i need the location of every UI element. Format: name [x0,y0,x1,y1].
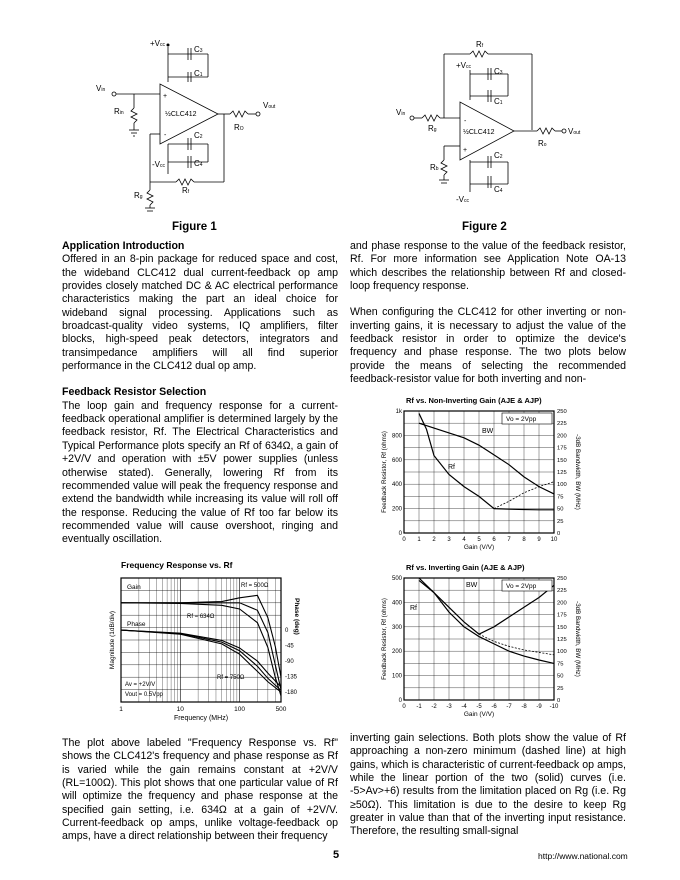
f2-rg-sub: g [433,127,437,133]
f1-plus: + [163,93,168,100]
f2-vcc-pos: +V [456,61,467,70]
freq-y2tick: -90 [285,659,294,666]
chart-rf-inverting [378,560,586,728]
inv-series-1 [419,580,554,663]
svg-text:Rb [430,163,439,172]
figure1-caption: Figure 1 [172,221,217,233]
svg-text:Rg [428,124,437,133]
f1-c2-sub: 2 [199,134,203,140]
inv-xtick: -6 [491,704,497,710]
left-bottom-text: The plot above labeled "Frequency Response vs. Rf" shows the CLC412's frequency and phase response as Rf is varied while the gain remains constant at +2V/V (RL=100Ω). This plot shows that one particular value of Rf will optimize the frequency and phase response at the specified gain setting, i.e. 634Ω at a gain of +2V/V. Current-feedback op amps, unlike voltage-feedback op amps, have a direct relationship between their frequency [62,737,338,843]
f1-rg: R [134,191,140,200]
noninv-xtick: 8 [522,537,526,543]
freq-gain-label: Gain [127,584,141,591]
noninv-ytick: 200 [391,506,402,513]
f2-vin-sub: in [401,111,406,117]
freq-ylabel: Magnitude (1dB/div) [109,610,116,670]
freq-xtick: 100 [234,706,245,713]
f1-c3: C [194,45,200,54]
inv-ytick: 0 [398,698,402,704]
svg-text:C4 [494,185,503,194]
f2-opamp: ½CLC412 [463,129,495,136]
svg-text:Rf [182,186,190,195]
f2-vin: V [396,108,402,117]
noninv-xtick: 0 [402,537,406,543]
f2-ro: R [538,139,544,148]
f1-vin-sub: in [101,87,106,93]
svg-text:Ro [538,139,547,148]
left-column-top [62,240,338,560]
noninv-y2tick: 50 [557,506,564,513]
inv-xtick: -2 [431,704,437,710]
f1-c4: C [194,159,200,168]
inv-ytick: 500 [391,576,402,582]
svg-text:Vout [263,101,276,110]
right-top-text: and phase response to the value of the feedback resistor, Rf. For more information see Application Note OA-13 which describes the relationship between Rf and closed-loop frequency response. [350,240,626,293]
noninv-y2tick: 75 [557,494,564,501]
inv-y2tick: 100 [557,649,567,656]
noninv-xtick: 5 [477,537,481,543]
svg-text:Vout [568,127,581,136]
noninv-xtick: 3 [447,537,451,543]
inv-xtick: -5 [476,704,482,710]
inv-y2tick: 150 [557,624,567,631]
f1-vin: V [96,84,102,93]
inv-xtick: -4 [461,704,467,710]
noninv-y2tick: 0 [557,531,561,537]
f1-ro: R [234,123,240,132]
f2-vcc-neg-sub: cc [464,198,469,204]
inv-xtick: -1 [416,704,422,710]
svg-text:C4 [194,159,203,168]
f1-rin: R [114,107,120,116]
inv-xtick: -9 [536,704,542,710]
svg-text:Vin [396,108,405,117]
f1-rin-sub: in [119,110,124,116]
noninv-rf-label: Rf [448,464,455,471]
svg-text:-Vcc [456,195,470,204]
f2-c1: C [494,97,500,106]
noninv-xtick: 4 [462,537,466,543]
svg-text:+Vcc [456,61,472,70]
inv-title: Rf vs. Inverting Gain (AJE & AJP) [406,563,525,572]
f1-vout-sub: out [268,104,276,110]
freq-xtick: 10 [176,706,184,713]
freq-xtick: 1 [119,706,123,713]
inv-series-2 [479,634,554,655]
inv-y2tick: 0 [557,698,561,704]
f1-c4-sub: 4 [199,162,203,168]
noninv-y2tick: 150 [557,457,567,464]
f1-rf-sub: f [187,189,190,195]
right-bottom-text: inverting gain selections. Both plots show the value of Rf approaching a non-zero minimum (dashed line) at high gains, which is characteristic of current-feedback op amps, while the linear portion of the two (solid) curves (i.e. -5>Av>+6) results from the limitation placed on Rg (i.e. Rg ≥50Ω). This limitation is due to the desire to keep Rg greater in value than that of the inverting input resistance. Therefore, the resulting small-signal [350,732,626,838]
f1-rf: R [182,186,188,195]
noninv-y2label: -3dB Bandwidth, BW (MHz) [574,434,581,510]
inv-xtick: -3 [446,704,452,710]
svg-text:C3 [194,45,203,54]
f2-rb: R [430,163,436,172]
noninv-xtick: 7 [507,537,511,543]
f2-vcc-pos-sub: cc [466,64,472,70]
svg-text:Rf [476,40,484,49]
svg-text:+Vcc [150,39,166,48]
noninv-ylabel: Feedback Resistor, Rf (ohms) [381,431,388,513]
svg-text:C1 [494,97,503,106]
inv-rf-label: Rf [410,605,417,612]
f1-vcc-neg: -V [152,160,160,169]
page-number: 5 [333,849,340,861]
f2-rf: R [476,40,482,49]
left-column-bottom [62,737,338,857]
f1-c2: C [194,131,200,140]
chart-rf-noninverting [378,393,586,561]
noninv-y2tick: 125 [557,470,567,476]
f2-c2: C [494,151,500,160]
f1-opamp: ½CLC412 [165,111,197,118]
inv-xtick: -7 [506,704,512,710]
f2-minus: - [464,118,467,125]
f1-vcc-pos-sub: cc [160,42,166,48]
noninv-y2tick: 250 [557,409,567,415]
freq-annot-750: Rf = 750Ω [217,675,245,681]
noninv-xtick: 6 [492,537,496,543]
inv-y2tick: 225 [557,588,567,595]
svg-text:C1 [194,69,203,78]
f1-vcc-neg-sub: cc [160,163,165,169]
freq-xlabel: Frequency (MHz) [173,715,229,722]
inv-ytick: 300 [391,624,402,631]
inv-xtick: 0 [402,704,406,710]
f1-c1: C [194,69,200,78]
freq-y2tick: -180 [285,690,298,697]
f2-c2-sub: 2 [499,154,503,160]
inv-vo-label: Vo = 2Vpp [506,583,537,590]
freq-title: Frequency Response vs. Rf [121,560,233,570]
noninv-xtick: 2 [432,537,436,543]
svg-text:-Vcc [152,160,166,169]
f2-c4: C [494,185,500,194]
noninv-xlabel: Gain (V/V) [463,544,495,551]
noninv-ytick: 400 [391,482,402,489]
noninv-xtick: 9 [537,537,541,543]
svg-text:Rin [114,107,124,116]
freq-y2tick: 0 [285,628,289,635]
noninv-xtick: 1 [417,537,421,543]
f2-c1-sub: 1 [499,100,503,106]
f1-minus: - [164,132,167,139]
inv-xlabel: Gain (V/V) [463,711,495,718]
inv-y2tick: 25 [557,685,564,692]
noninv-xtick: 10 [550,537,558,543]
inv-y2tick: 175 [557,612,567,619]
f2-vout: V [568,127,574,136]
figure2-schematic [392,34,602,214]
noninv-bw-label: BW [482,428,494,435]
f2-c4-sub: 4 [499,188,503,194]
app-intro-text: Offered in an 8-pin package for reduced space and cost, the wideband CLC412 dual current-feedback op amp provides closely matched DC & AC electrical performance characteristics making the part an ideal choice for wideband signal processing. Applications such as broadcast-quality video systems, IQ amplifiers, filter blocks, high-speed peak detectors, integrators and transimpedance amplifiers will all find superior performance in the CLC412 dual op amp. [62,253,338,373]
freq-y2tick: -135 [285,674,298,681]
noninv-y2tick: 225 [557,421,567,428]
right-config-text: When configuring the CLC412 for other inverting or non-inverting gains, it is necessary to adjust the value of the feedback resistor in order to optimize the device's frequency and phase response. The two plots below provide the means of selecting the recommended feedback-resistor value for both inverting and non- [350,306,626,386]
f2-rf-sub: f [481,43,484,49]
svg-text:Rg [134,191,143,200]
figure1-schematic [90,34,310,214]
noninv-y2tick: 100 [557,482,567,489]
noninv-ytick: 1k [395,409,402,415]
inv-ylabel: Feedback Resistor, Rf (ohms) [381,598,388,680]
f1-rg-sub: g [139,194,143,200]
f2-c3-sub: 3 [499,70,503,76]
f1-c3-sub: 3 [199,48,203,54]
noninv-ytick: 0 [398,531,402,537]
noninv-title: Rf vs. Non-Inverting Gain (AJE & AJP) [406,396,542,405]
inv-y2label: -3dB Bandwidth, BW (MHz) [574,601,581,677]
footer-url: http://www.national.com [538,851,628,861]
freq-xtick: 500 [275,706,287,713]
feedback-heading: Feedback Resistor Selection [62,386,207,399]
freq-phase-label: Phase [127,621,146,628]
f2-vout-sub: out [573,130,581,136]
svg-text:RO [234,123,244,132]
feedback-text: The loop gain and frequency response for a current-feedback operational amplifier is determined largely by the feedback resistor, Rf. The Electrical Characteristics and Typical Performance plots specify an Rf of 634Ω, a gain of +2V/V and operation with ±5V power supplies (unless otherwise stated). Generally, lowering Rf from its recommended value will peak the frequency response and extend the bandwidth while increasing its value will roll off the response. Reducing the value of Rf too far below its recommended value will cause overshoot, ringing and eventually oscillation. [62,399,338,546]
svg-text:C2 [194,131,203,140]
freq-y2tick: -45 [285,643,294,650]
svg-text:C3 [494,67,503,76]
inv-y2tick: 250 [557,576,567,582]
noninv-y2tick: 200 [557,433,567,440]
noninv-y2tick: 25 [557,518,564,525]
freq-annot-vout: Vout = 0.5Vpp [125,692,163,698]
f2-rb-sub: b [435,166,439,172]
noninv-ytick: 800 [391,433,402,440]
noninv-y2tick: 175 [557,445,567,452]
right-column-bottom [350,732,626,852]
inv-ytick: 100 [391,673,402,680]
f2-c3: C [494,67,500,76]
f1-vcc-pos: +V [150,39,161,48]
svg-text:Vin [96,84,105,93]
inv-xtick: -10 [549,704,559,710]
f2-plus: + [463,147,468,154]
inv-ytick: 200 [391,649,402,656]
inv-xtick: -8 [521,704,527,710]
f1-vout: V [263,101,269,110]
freq-annot-500: Rf = 500Ω [241,583,269,589]
noninv-ytick: 600 [391,457,402,464]
inv-ytick: 400 [391,600,402,607]
noninv-vo-label: Vo = 2Vpp [506,416,537,423]
figure2-caption: Figure 2 [462,221,507,233]
right-column-top [350,240,626,399]
f2-vcc-neg: -V [456,195,464,204]
chart-frequency-response [105,556,305,724]
inv-y2tick: 125 [557,637,567,643]
inv-y2tick: 200 [557,600,567,607]
f2-ro-sub: o [543,142,547,148]
freq-y2label: Phase (deg) [293,598,300,635]
inv-y2tick: 50 [557,673,564,680]
inv-y2tick: 75 [557,661,564,668]
inv-bw-label: BW [466,582,478,589]
freq-annot-av: Av = +2V/V [125,682,156,688]
f1-ro-sub: O [239,126,244,132]
freq-annot-634: Rf = 634Ω [187,614,215,620]
svg-text:C2 [494,151,503,160]
f2-rg: R [428,124,434,133]
f1-c1-sub: 1 [199,72,203,78]
app-intro-heading: Application Introduction [62,240,185,252]
